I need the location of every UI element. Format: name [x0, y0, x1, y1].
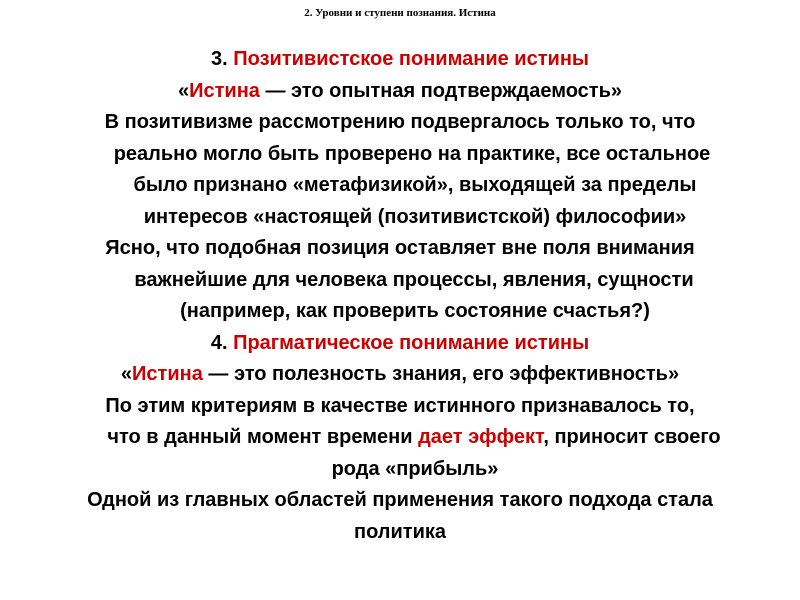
section-4-paragraph-1: [20, 391, 780, 486]
section-3-paragraph-2: [20, 233, 780, 328]
quote-term: Истина: [132, 363, 203, 385]
quote-open: «: [177, 79, 190, 102]
text-line: реально могло быть проверено на практике, все остальное: [113, 142, 711, 165]
highlighted-phrase: дает эффект: [418, 426, 544, 448]
section-4-heading: [20, 328, 780, 360]
section-3-heading: [20, 44, 780, 76]
quote-open: «: [120, 363, 133, 385]
text-line: (например, как проверить состояние счастья?): [180, 300, 650, 322]
section-3-quote: [20, 76, 780, 108]
text-line: политика: [353, 520, 447, 543]
text-line: Одной из главных областей применения такого подхода стала: [87, 489, 713, 511]
text-line: В позитивизме рассмотрению подвергалось только то, что: [104, 111, 696, 133]
section-4-title: Прагматическое понимание истины: [233, 331, 590, 354]
quote-term: Истина: [189, 79, 260, 102]
section-3-number: 3.: [211, 48, 234, 70]
text-line: рода «прибыль»: [331, 457, 499, 480]
slide-header: 2. Уровни и ступени познания. Истина: [304, 7, 496, 19]
text-line: интересов «настоящей (позитивистской) философии»: [143, 205, 687, 228]
quote-rest: — это опытная подтверждаемость»: [259, 79, 623, 102]
section-4-paragraph-2: [20, 485, 780, 548]
slide-body: [20, 44, 780, 548]
quote-rest: — это полезность знания, его эффективность»: [202, 363, 680, 385]
section-4-number: 4.: [210, 331, 234, 354]
text-line: было признано «метафизикой», выходящей за пределы: [133, 174, 697, 196]
text-line: Ясно, что подобная позиция оставляет вне поля внимания: [105, 237, 695, 259]
text-segment: что в данный момент времени: [107, 426, 419, 448]
section-3-title: Позитивистское понимание истины: [233, 48, 589, 70]
text-line: [20, 422, 780, 454]
text-line: По этим критериям в качестве истинного признавалось то,: [105, 394, 695, 417]
section-4-quote: [20, 359, 780, 391]
section-3-paragraph-1: [20, 107, 780, 233]
text-segment: , приносит своего: [543, 426, 721, 448]
text-line: важнейшие для человека процессы, явления, сущности: [134, 268, 694, 291]
